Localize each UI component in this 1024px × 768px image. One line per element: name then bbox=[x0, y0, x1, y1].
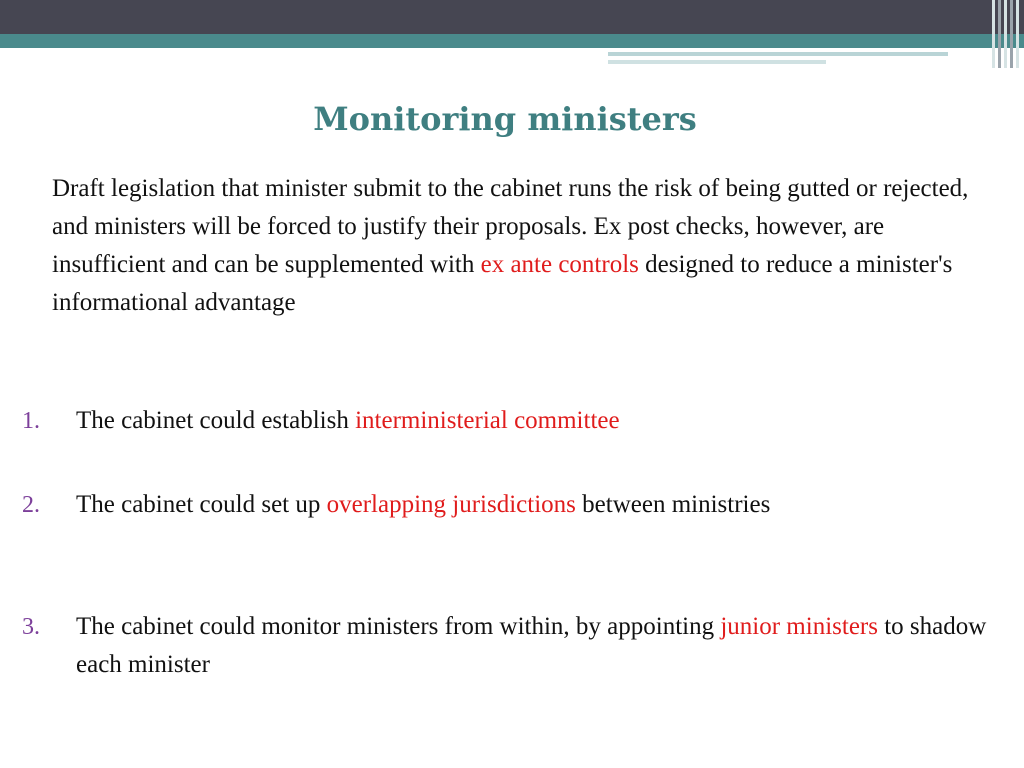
list-text-end: between ministries bbox=[575, 491, 771, 518]
paragraph-text: Draft legislation that minister submit to the cabinet runs the risk of being gutted or rejected, and ministers will be forced to justify their proposals. Ex post checks, however, are insufficient and can be supplemented with bbox=[52, 175, 969, 278]
paragraph-highlight: ex ante controls bbox=[480, 251, 639, 278]
corner-stripe bbox=[992, 0, 995, 68]
corner-stripe bbox=[1004, 0, 1007, 68]
corner-stripes bbox=[990, 0, 1024, 68]
list-number: 1. bbox=[22, 408, 40, 434]
corner-stripe bbox=[1016, 0, 1019, 68]
header-teal-band bbox=[0, 34, 1024, 48]
corner-stripe bbox=[1010, 0, 1013, 68]
list-item bbox=[0, 608, 1000, 684]
header-dark-band bbox=[0, 0, 1024, 34]
list-text: The cabinet could monitor ministers from within, by appointing bbox=[76, 613, 721, 640]
list-highlight: overlapping jurisdictions bbox=[326, 491, 576, 518]
list-text: The cabinet could set up bbox=[76, 491, 327, 518]
paragraph-text-end: designed to reduce a minister's informational advantage bbox=[52, 251, 953, 316]
list-item bbox=[0, 402, 620, 440]
list-item bbox=[0, 486, 770, 524]
body-paragraph bbox=[52, 170, 997, 322]
corner-stripe bbox=[998, 0, 1001, 68]
list-text: The cabinet could establish bbox=[76, 407, 356, 434]
list-number: 2. bbox=[22, 492, 40, 518]
slide-title: Monitoring ministers bbox=[313, 100, 697, 138]
list-text-end: to shadow each minister bbox=[76, 613, 987, 678]
list-highlight: interministerial committee bbox=[355, 407, 620, 434]
list-highlight: junior ministers bbox=[720, 613, 878, 640]
header-accent-line bbox=[608, 52, 948, 56]
list-number: 3. bbox=[22, 614, 40, 640]
header-accent-line-short bbox=[608, 60, 826, 64]
